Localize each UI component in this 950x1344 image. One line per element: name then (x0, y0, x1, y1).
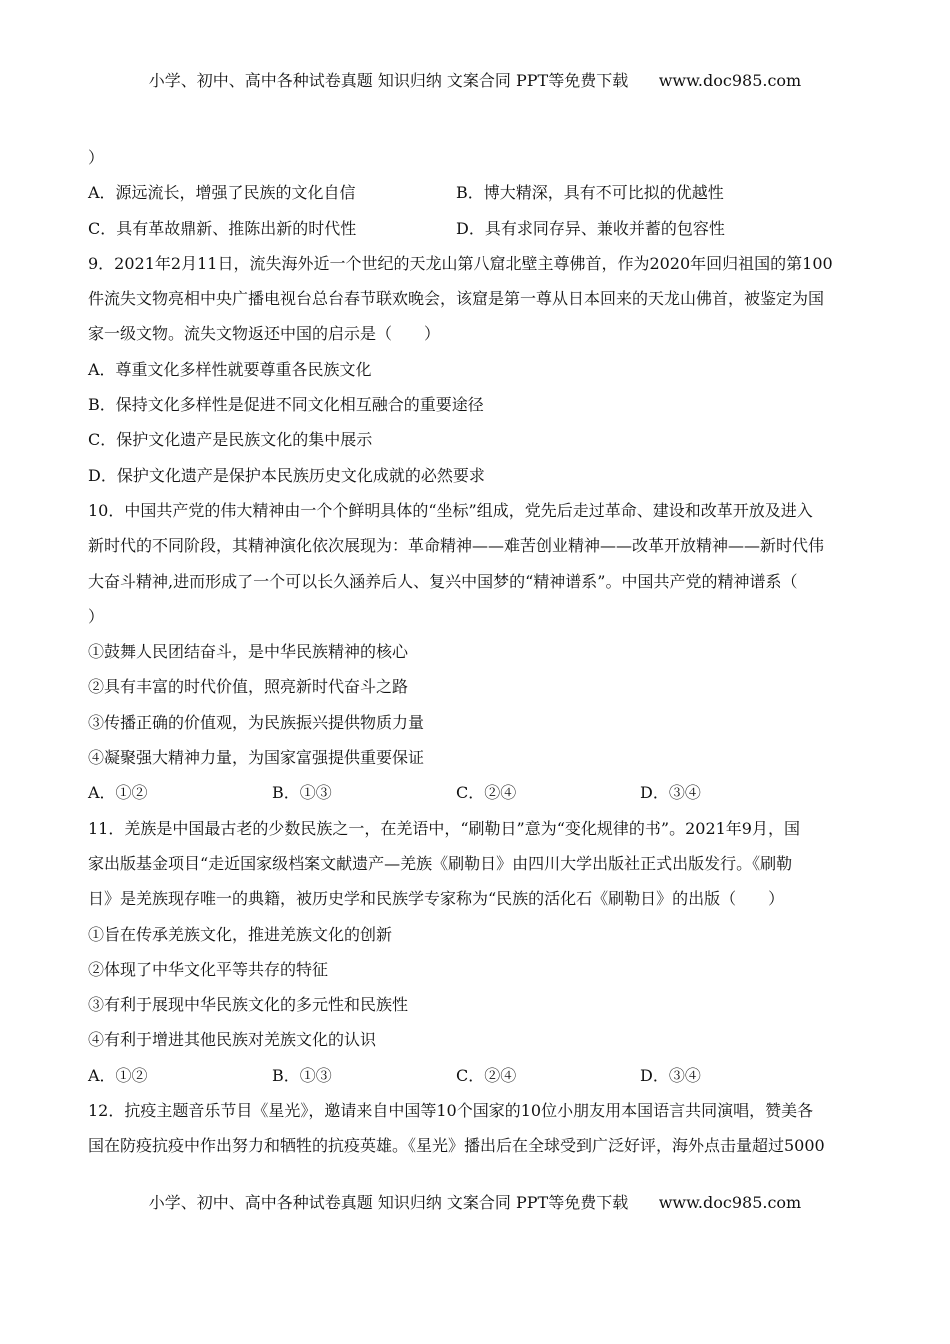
q11-stem-line: 家出版基金项目“走近国家级档案文献遗产—羌族《刷勒日》由四川大学出版社正式出版发行。《刷勒 (88, 853, 793, 873)
q10-option-b: B．①③ (272, 783, 332, 803)
q10-statement-3: ③传播正确的价值观，为民族振兴提供物质力量 (88, 712, 425, 732)
q11-statement-1: ①旨在传承羌族文化，推进羌族文化的创新 (88, 924, 393, 944)
q8-options-row1 (88, 175, 868, 210)
q12-stem-line: 12．抗疫主题音乐节目《星光》，邀请来自中国等10个国家的10位小朋友用本国语言共同演唱，赞美各 (88, 1101, 814, 1121)
q10-statement-1: ①鼓舞人民团结奋斗，是中华民族精神的核心 (88, 642, 409, 662)
q11-option-b: B．①③ (272, 1065, 332, 1085)
q10-options-row (88, 775, 868, 810)
q8-option-d: D．具有求同存异、兼收并蓄的包容性 (456, 218, 725, 238)
q9-stem-line: 家一级文物。流失文物返还中国的启示是（ ） (88, 324, 441, 344)
q11-stem-line: 11．羌族是中国最古老的少数民族之一，在羌语中，“刷勒日”意为“变化规律的书”。2021年9月，国 (88, 818, 800, 838)
q10-statement-2: ②具有丰富的时代价值，照亮新时代奋斗之路 (88, 677, 409, 697)
q11-option-d: D．③④ (640, 1065, 701, 1085)
q11-statement-4: ④有利于增进其他民族对羌族文化的认识 (88, 1030, 377, 1050)
q10-option-d: D．③④ (640, 783, 701, 803)
q9-option-b: B．保持文化多样性是促进不同文化相互融合的重要途径 (88, 395, 484, 415)
document-body (88, 140, 868, 1164)
q8-option-c: C．具有革故鼎新、推陈出新的时代性 (88, 218, 357, 238)
q10-stem-line: ） (88, 606, 105, 626)
q12-stem-line: 国在防疫抗疫中作出努力和牺牲的抗疫英雄。《星光》播出后在全球受到广泛好评，海外点击量超过5000 (88, 1136, 825, 1156)
q10-stem-line: 新时代的不同阶段，其精神演化依次展现为：革命精神——难苦创业精神——改革开放精神——新时代伟 (88, 536, 825, 556)
q10-stem-line: 10．中国共产党的伟大精神由一个个鲜明具体的“坐标”组成，党先后走过革命、建设和改革开放及进入 (88, 500, 813, 520)
q9-option-a: A．尊重文化多样性就要尊重各民族文化 (88, 359, 372, 379)
q9-option-c: C．保护文化遗产是民族文化的集中展示 (88, 430, 373, 450)
q9-stem-line: 件流失文物亮相中央广播电视台总台春节联欢晚会，该窟是第一尊从日本回来的天龙山佛首，被鉴定为国 (88, 289, 825, 309)
q8-option-a: A．源远流长，增强了民族的文化自信 (88, 183, 356, 203)
q8-options-row2 (88, 211, 868, 246)
q11-statement-3: ③有利于展现中华民族文化的多元性和民族性 (88, 995, 409, 1015)
q11-statement-2: ②体现了中华文化平等共存的特征 (88, 959, 329, 979)
page-footer: 小学、初中、高中各种试卷真题 知识归纳 文案合同 PPT等免费下载 www.doc985.com (148, 1193, 802, 1212)
q8-option-b: B．博大精深，具有不可比拟的优越性 (456, 183, 724, 203)
q9-stem-line: 9．2021年2月11日，流失海外近一个世纪的天龙山第八窟北壁主尊佛首，作为2020年回归祖国的第100 (88, 253, 833, 273)
q11-option-c: C．②④ (456, 1065, 517, 1085)
q8-tail: ） (88, 148, 105, 167)
q11-options-row (88, 1058, 868, 1093)
q9-option-d: D．保护文化遗产是保护本民族历史文化成就的必然要求 (88, 465, 485, 485)
q11-option-a: A．①② (88, 1065, 148, 1085)
q10-stem-line: 大奋斗精神,进而形成了一个可以长久涵养后人、复兴中国梦的“精神谱系”。中国共产党的精神谱系（ (88, 571, 798, 591)
q10-option-a: A．①② (88, 783, 148, 803)
q11-stem-line: 日》是羌族现存唯一的典籍，被历史学和民族学专家称为“民族的活化石《刷勒日》的出版（ ） (88, 889, 785, 909)
q10-option-c: C．②④ (456, 783, 517, 803)
page-header: 小学、初中、高中各种试卷真题 知识归纳 文案合同 PPT等免费下载 www.doc985.com (148, 71, 802, 90)
q10-statement-4: ④凝聚强大精神力量，为国家富强提供重要保证 (88, 748, 425, 768)
